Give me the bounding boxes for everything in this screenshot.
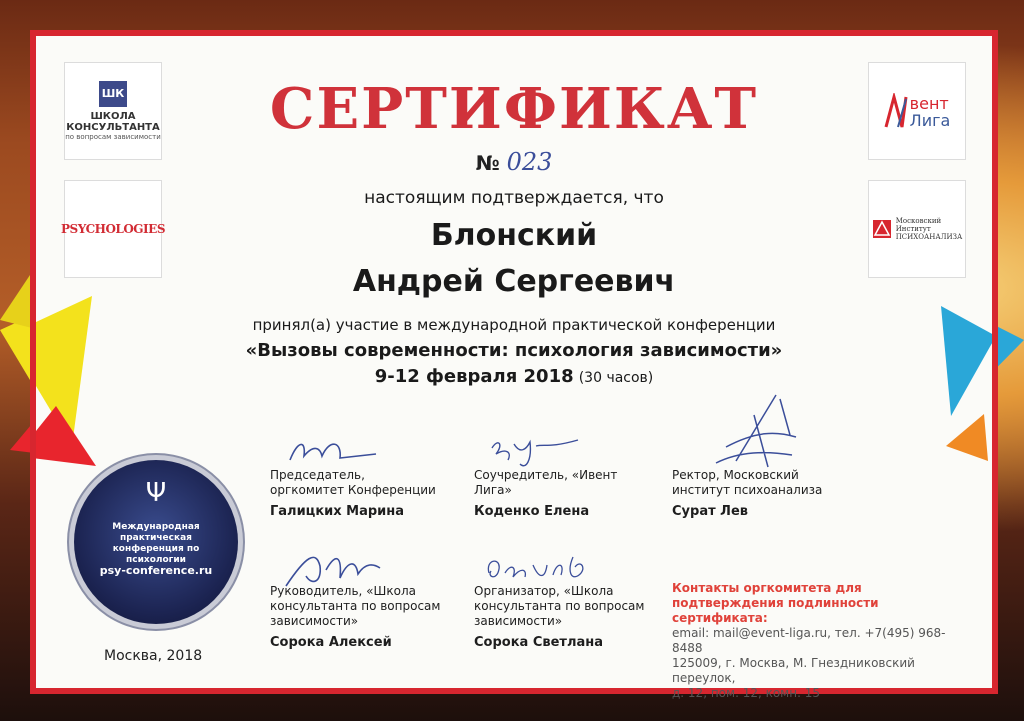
hours-text: (30 часов): [578, 370, 654, 386]
conference-dates: [36, 366, 992, 387]
signatory-name: Сорока Светлана: [474, 635, 603, 650]
institute-line-3: ПСИХОАНАЛИЗА: [895, 233, 963, 241]
school-logo-title: ШКОЛА КОНСУЛЬТАНТА: [66, 111, 160, 133]
psi-icon: Ψ: [145, 478, 167, 508]
signatory-name: Сурат Лев: [672, 504, 748, 519]
signatory-1: [270, 468, 440, 519]
city-year: Москва, 2018: [104, 648, 203, 664]
seal-text: Международная практическая конференция по психологии: [112, 522, 200, 565]
school-logo-sub: по вопросам зависимости: [65, 133, 161, 141]
signatory-4: [270, 584, 445, 650]
signatory-role: Соучредитель, «Ивент Лига»: [474, 468, 618, 497]
contacts-heading: Контакты оргкомитета для подтверждения подлинности сертификата:: [672, 581, 879, 625]
seal-site: psy-conference.ru: [99, 564, 213, 577]
signatory-2: [474, 468, 624, 519]
certifies-text: настоящим подтверждается, что: [364, 188, 664, 208]
recipient-given-names: Андрей Сергеевич: [352, 264, 676, 299]
institute-line-2: Институт: [895, 225, 931, 233]
psychologies-logo-text: PSYCHOLOGIES: [61, 222, 165, 236]
signatory-5: [474, 584, 649, 650]
school-logo-mark: ШК: [99, 81, 127, 107]
certificate-title: СЕРТИФИКАТ: [269, 76, 759, 142]
signatory-name: Коденко Елена: [474, 504, 590, 519]
signatory-name: Сорока Алексей: [270, 635, 392, 650]
participation-text: принял(а) участие в международной практической конференции: [252, 316, 776, 334]
dates-text: 9-12 февраля 2018: [374, 366, 574, 387]
event-liga-word1: вент: [909, 94, 949, 113]
signatory-role: Руководитель, «Школа консультанта по вопросам зависимости»: [270, 584, 441, 628]
recipient-surname: Блонский: [430, 218, 598, 253]
signature-galitskikh: [284, 434, 384, 470]
certificate-sheet: [30, 30, 998, 700]
contacts-address-2: д. 12, пом. 12, комн. 15: [672, 686, 820, 700]
number-prefix: №: [475, 151, 500, 175]
conference-name: «Вызовы современности: психология зависимости»: [245, 340, 783, 361]
signatory-role: Организатор, «Школа консультанта по вопросам зависимости»: [474, 584, 645, 628]
contacts-block: [672, 581, 972, 701]
event-liga-word2: Лига: [909, 111, 951, 130]
number-value: 023: [506, 148, 553, 176]
contacts-email-phone: email: mail@event-liga.ru, тел. +7(495) 968-8488: [672, 626, 946, 655]
signatory-role: Ректор, Московский институт психоанализа: [672, 468, 823, 497]
contacts-address-1: 125009, г. Москва, М. Гнездниковский переулок,: [672, 656, 915, 685]
institute-line-1: Московский: [895, 217, 942, 225]
conference-seal: [74, 460, 238, 624]
signatory-3: [672, 468, 832, 519]
signatory-name: Галицких Марина: [270, 504, 405, 519]
signatory-role: Председатель, оргкомитет Конференции: [270, 468, 436, 497]
certificate-number: [36, 148, 992, 176]
